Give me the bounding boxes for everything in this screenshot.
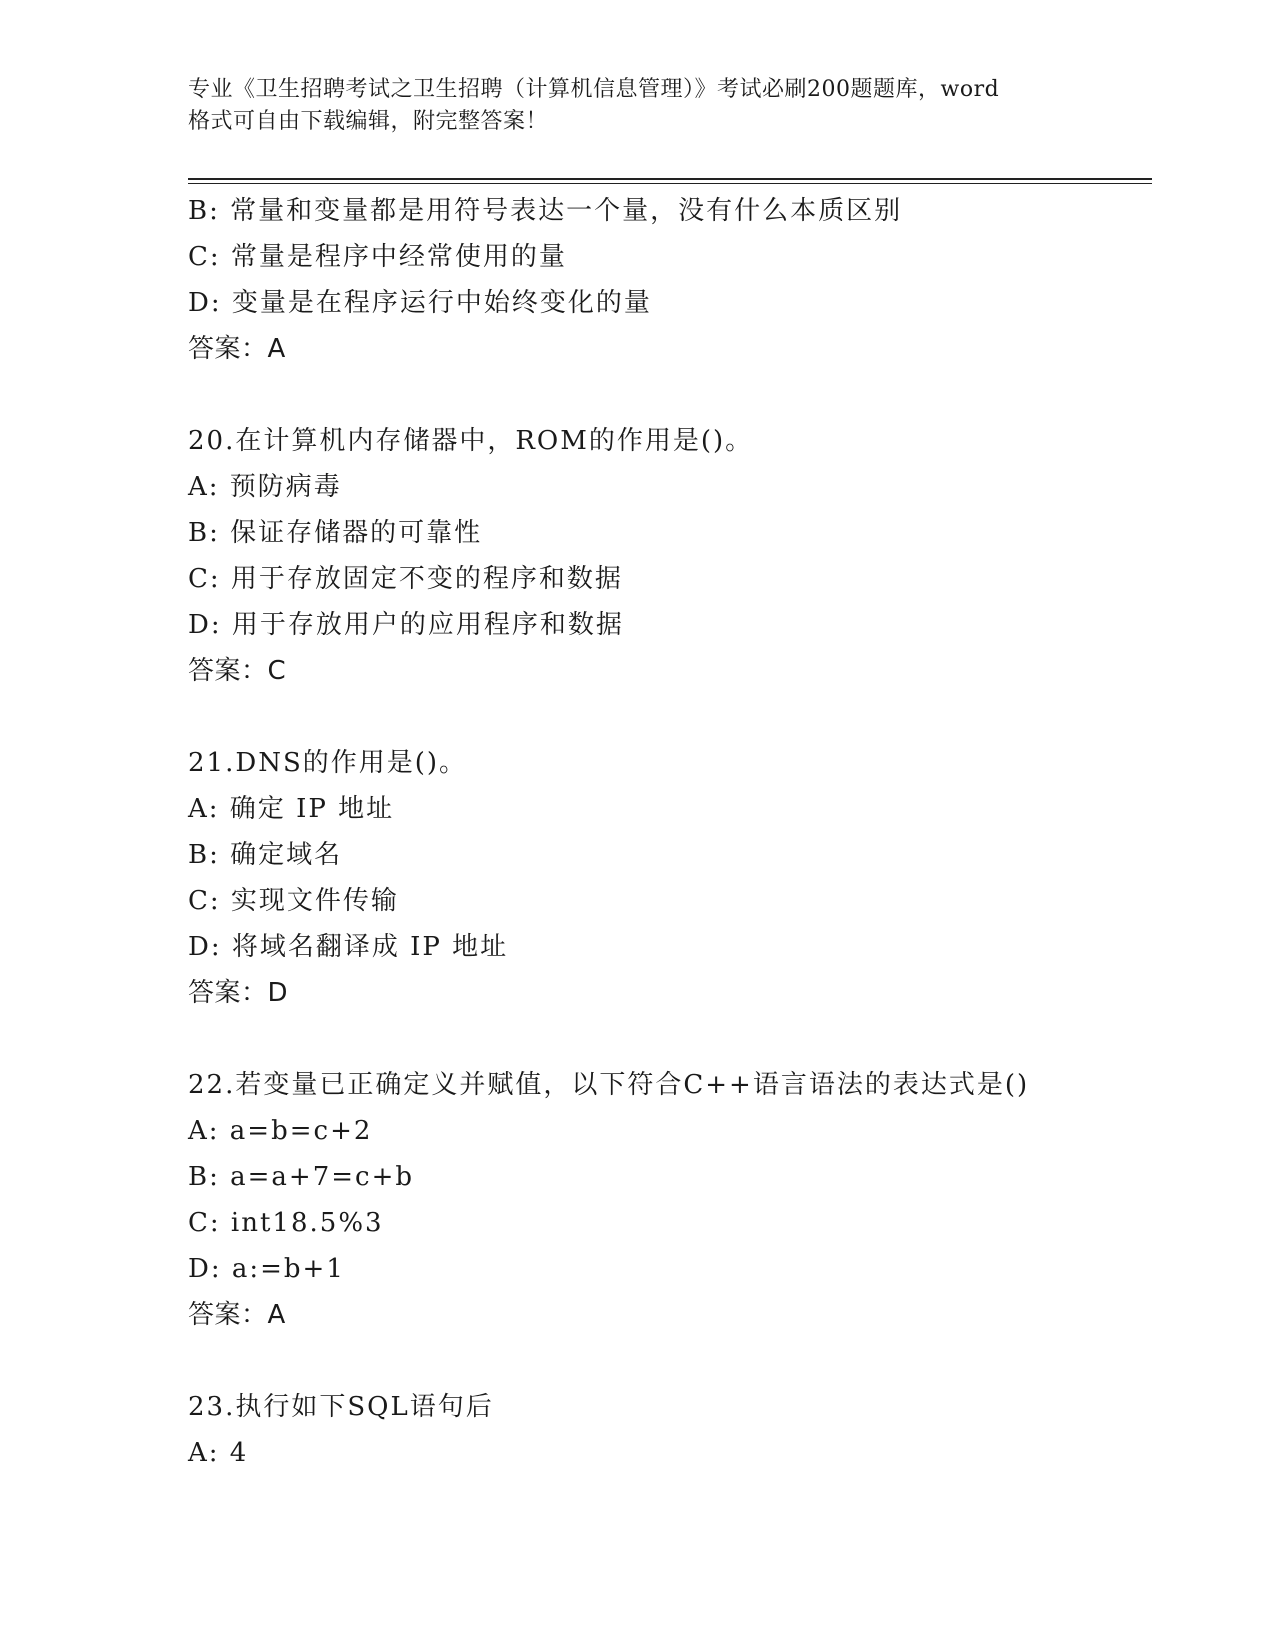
question-stem: 20.在计算机内存储器中，ROM的作用是()。 bbox=[188, 426, 754, 456]
spacer bbox=[188, 372, 1152, 418]
header-divider-thick bbox=[188, 178, 1152, 180]
option-c: C: 常量是程序中经常使用的量 bbox=[188, 242, 567, 272]
option-b: B: 常量和变量都是用符号表达一个量，没有什么本质区别 bbox=[188, 196, 903, 226]
answer-label: 答案：A bbox=[188, 1300, 286, 1330]
option-c: C: 实现文件传输 bbox=[188, 886, 399, 916]
question-stem: 21.DNS的作用是()。 bbox=[188, 748, 468, 778]
option-a: A: 预防病毒 bbox=[188, 472, 342, 502]
header-divider-thin bbox=[188, 183, 1152, 184]
document-header bbox=[188, 74, 1088, 138]
spacer bbox=[188, 1016, 1152, 1062]
spacer bbox=[188, 1338, 1152, 1384]
option-d: D: a:=b+1 bbox=[188, 1254, 345, 1284]
option-d: D: 用于存放用户的应用程序和数据 bbox=[188, 610, 624, 640]
spacer bbox=[188, 694, 1152, 740]
question-20 bbox=[188, 418, 1152, 694]
question-stem: 22.若变量已正确定义并赋值，以下符合C++语言语法的表达式是() bbox=[188, 1070, 1030, 1100]
option-c: C: 用于存放固定不变的程序和数据 bbox=[188, 564, 623, 594]
question-list bbox=[188, 188, 1152, 1476]
question-23 bbox=[188, 1384, 1152, 1476]
option-a: A: 确定 IP 地址 bbox=[188, 794, 395, 824]
option-c: C: int18.5%3 bbox=[188, 1208, 384, 1238]
option-d: D: 将域名翻译成 IP 地址 bbox=[188, 932, 509, 962]
question-22 bbox=[188, 1062, 1152, 1338]
answer-label: 答案：A bbox=[188, 334, 286, 364]
header-line-1: 专业《卫生招聘考试之卫生招聘（计算机信息管理）》考试必刷200题题库，word bbox=[188, 77, 1000, 102]
option-b: B: a=a+7=c+b bbox=[188, 1162, 415, 1192]
question-stem: 23.执行如下SQL语句后 bbox=[188, 1392, 494, 1422]
option-d: D: 变量是在程序运行中始终变化的量 bbox=[188, 288, 652, 318]
header-line-2: 格式可自由下载编辑，附完整答案！ bbox=[188, 109, 549, 134]
answer-label: 答案：D bbox=[188, 978, 289, 1008]
option-b: B: 确定域名 bbox=[188, 840, 343, 870]
question-21 bbox=[188, 740, 1152, 1016]
option-a: A: a=b=c+2 bbox=[188, 1116, 373, 1146]
question-19-continued bbox=[188, 188, 1152, 372]
option-b: B: 保证存储器的可靠性 bbox=[188, 518, 483, 548]
answer-label: 答案：C bbox=[188, 656, 287, 686]
option-a: A: 4 bbox=[188, 1438, 249, 1468]
